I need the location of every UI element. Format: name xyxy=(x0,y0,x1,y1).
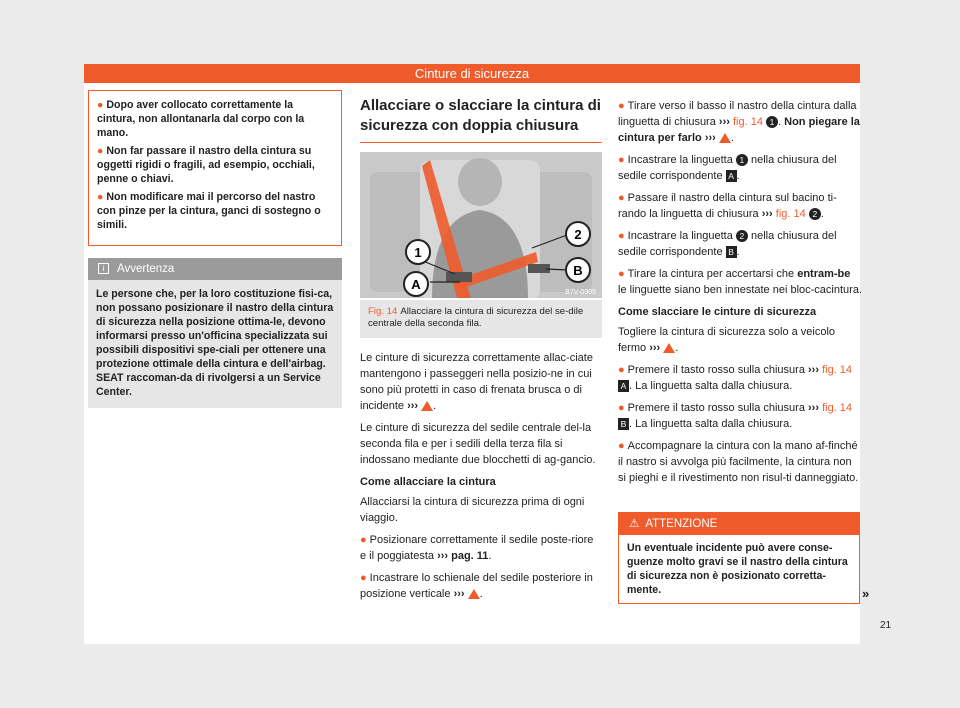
attention-box xyxy=(618,512,860,604)
continue-mark: » xyxy=(862,586,870,601)
marker-b xyxy=(566,258,590,282)
figure-code: B7V-0905 xyxy=(565,289,596,296)
warning-triangle-icon: ⚠ xyxy=(629,518,640,530)
figure-caption: Fig. 14 Allacciare la cintura di sicurezza del se-dile centrale della seconda fila. xyxy=(360,300,602,338)
subheading: Come allacciare la cintura xyxy=(360,476,496,488)
list-item: ● Tirare verso il basso il nastro della cintura dalla linguetta di chiusura ››› fig. 14 1 . Non piegare la cintura per farlo ››› . xyxy=(618,100,860,144)
note-box xyxy=(88,258,342,408)
warning-list-box xyxy=(88,90,342,246)
paragraph: Le cinture di sicurezza correttamente allac-ciate mantengono i passeggeri nella posizio-ne in cui sono più protetti in caso di frenata brusca o di incidente ››› . xyxy=(360,352,593,412)
svg-text:B: B xyxy=(573,263,583,278)
right-text xyxy=(618,98,862,492)
svg-text:2: 2 xyxy=(574,227,582,242)
svg-text:1: 1 xyxy=(414,245,422,260)
page-number: 21 xyxy=(880,620,892,631)
list-item: ● Tirare la cintura per accertarsi che entram-be le linguette siano ben innestate nei bloc-cacintura. xyxy=(618,268,862,296)
marker-2 xyxy=(566,222,590,246)
paragraph: Allacciarsi la cintura di sicurezza prima di ogni viaggio. xyxy=(360,496,585,524)
list-item: ● Non modificare mai il percorso del nastro con pinze per la cintura, ganci di sostegno o simili. xyxy=(97,191,321,231)
list-item: ● Premere il tasto rosso sulla chiusura ››› fig. 14 B . La linguetta salta dalla chiusura. xyxy=(618,402,853,430)
attention-header: ⚠ ATTENZIONE xyxy=(619,513,859,535)
figure-link[interactable]: fig. 14 xyxy=(822,364,853,376)
note-body: Le persone che, per la loro costituzione fisi-ca, non possano posizionare il nastro della cintura di sicurezza nella posizione ottima-le, devono informarsi presso un'officina specializzata sui possibili dispositivi spe-ciali per ottenere una protezione ottimale della cintura e dell'airbag. SEAT raccoman-da di rivolgersi a un Service Center. xyxy=(96,288,334,398)
subheading: Come slacciare le cinture di sicurezza xyxy=(618,306,817,318)
paragraph: Togliere la cintura di sicurezza solo a veicolo fermo ››› . xyxy=(618,326,836,354)
list-item: ● Dopo aver collocato correttamente la cintura, non allontanarla dal corpo con la mano. xyxy=(97,99,305,139)
figure-link[interactable]: fig. 14 xyxy=(732,116,763,128)
paragraph: Le cinture di sicurezza del sedile centrale del-la seconda fila e per i sedili della terza fila si indossano mediante due blocchetti di ag-gancio. xyxy=(360,422,596,466)
middle-text xyxy=(360,350,602,608)
list-item: ● Passare il nastro della cintura sul bacino ti-rando la linguetta di chiusura ››› fig. 14 2 . xyxy=(618,192,837,220)
list-item: ● Accompagnare la cintura con la mano af-finché il nastro si avvolga più facilmente, la cintura non si pieghi e il rivestimento non risul-ti danneggiato. xyxy=(618,440,859,484)
list-item: ● Incastrare la linguetta 2 nella chiusura del sedile corrispondente B . xyxy=(618,230,837,258)
note-header: i Avvertenza xyxy=(88,258,342,280)
warning-triangle-icon xyxy=(663,343,675,353)
marker-a xyxy=(404,272,428,296)
warning-triangle-icon xyxy=(719,133,731,143)
page-link[interactable]: pag. 11 xyxy=(451,550,489,562)
warning-triangle-icon xyxy=(421,401,433,411)
info-icon: i xyxy=(98,263,109,274)
figure-link[interactable]: fig. 14 xyxy=(822,402,853,414)
marker-1 xyxy=(406,240,430,264)
section-divider xyxy=(360,142,602,143)
list-item: ● Premere il tasto rosso sulla chiusura ››› fig. 14 A . La linguetta salta dalla chiusura. xyxy=(618,364,853,392)
figure-link[interactable]: fig. 14 xyxy=(775,208,806,220)
page-header: Cinture di sicurezza xyxy=(84,64,860,83)
seatbelt-illustration xyxy=(360,152,602,298)
list-item: ● Incastrare lo schienale del sedile posteriore in posizione verticale ››› . xyxy=(360,572,593,600)
svg-text:A: A xyxy=(411,277,421,292)
list-item: ● Posizionare correttamente il sedile poste-riore e il poggiatesta ››› pag. 11. xyxy=(360,534,594,562)
warning-triangle-icon xyxy=(468,589,480,599)
list-item: ● Non far passare il nastro della cintura su oggetti rigidi o fragili, ad esempio, occhiali, penne o chiavi. xyxy=(97,145,315,185)
figure-seatbelt-illustration xyxy=(360,152,602,298)
section-title: Allacciare o slacciare la cintura di sicurezza con doppia chiusura xyxy=(360,97,601,134)
attention-body: Un eventuale incidente può avere conse-guenze molto gravi se il nastro della cintura di sicurezza non è posizionato corretta-mente. xyxy=(627,542,848,596)
list-item: ● Incastrare la linguetta 1 nella chiusura del sedile corrispondente A . xyxy=(618,154,837,182)
